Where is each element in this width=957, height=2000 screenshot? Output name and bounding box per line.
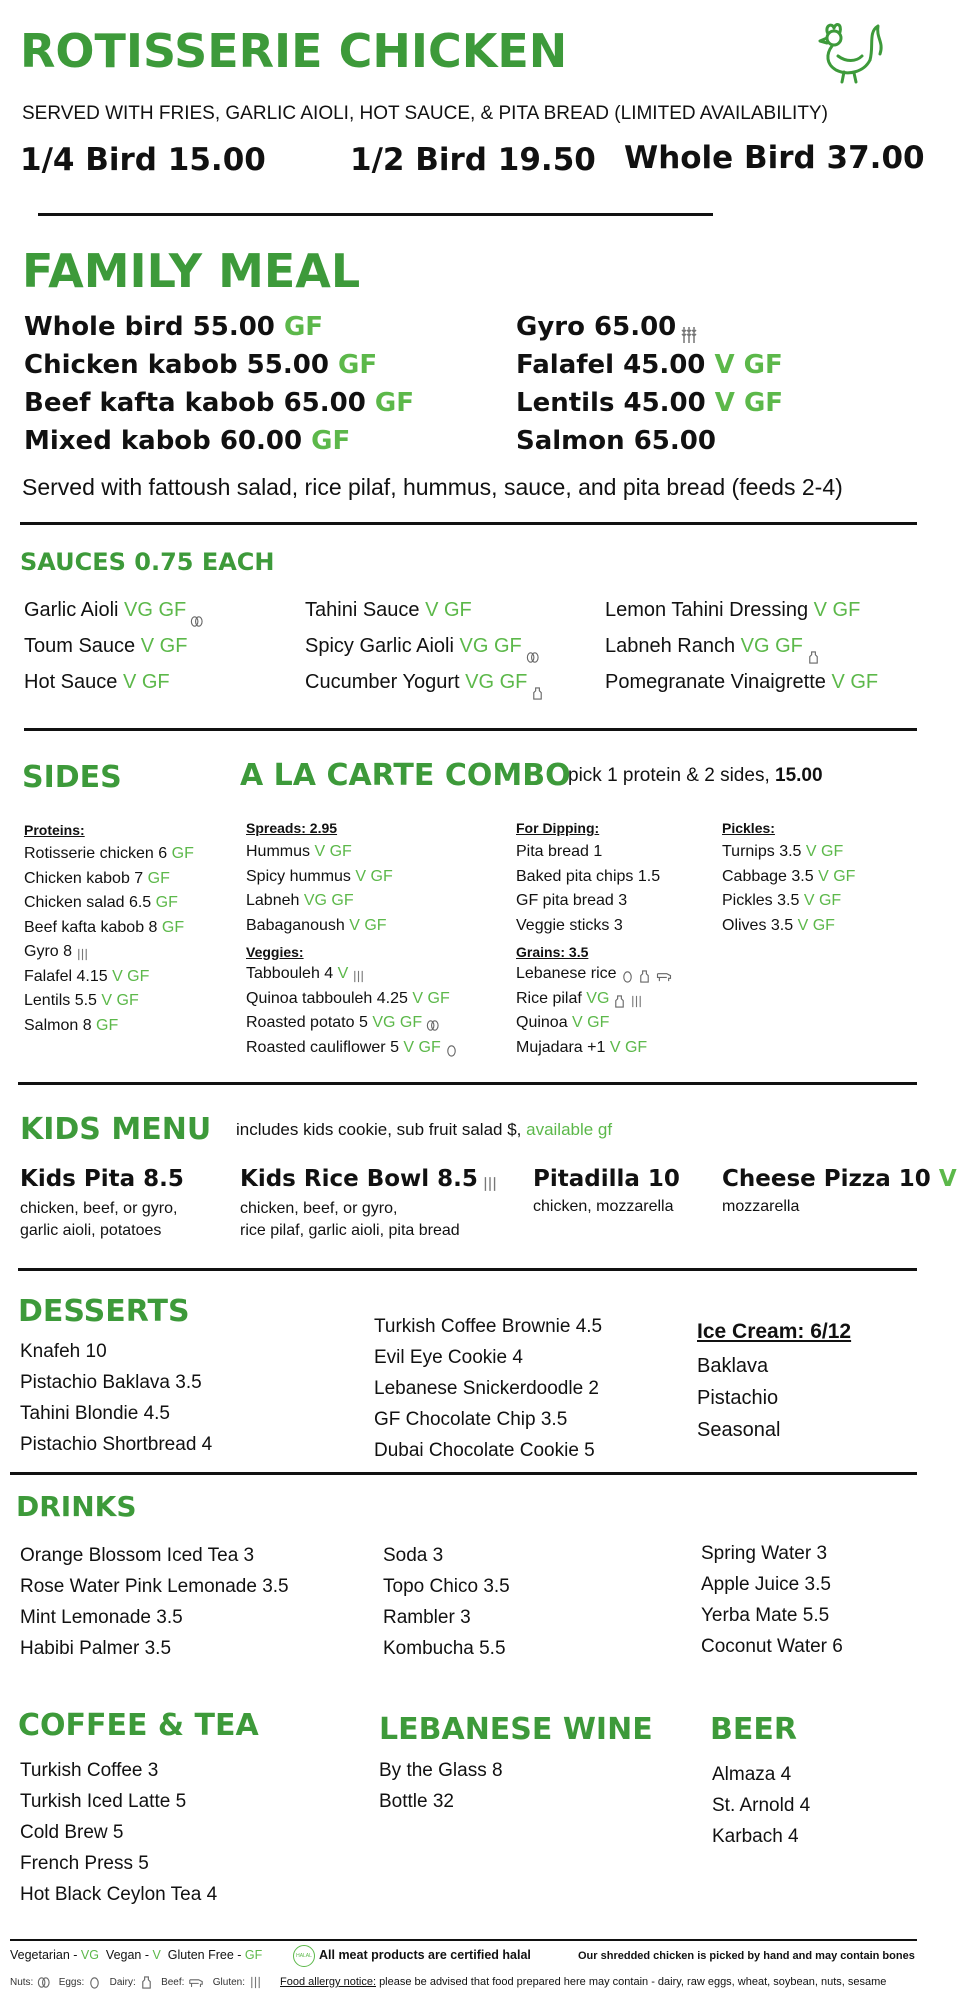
divider xyxy=(18,1082,917,1085)
list-item: GF Chocolate Chip 3.5 xyxy=(374,1409,568,1430)
list-item: Pickles 3.5 V GF xyxy=(722,892,842,909)
nuts-icon xyxy=(426,1016,439,1029)
dairy-icon xyxy=(638,967,651,980)
family-meal-title: FAMILY MEAL xyxy=(22,244,361,298)
list-item: Babaganoush V GF xyxy=(246,916,387,934)
divider xyxy=(10,1939,917,1941)
rotisserie-title: ROTISSERIE CHICKEN xyxy=(20,24,568,78)
sauce-item: Lemon Tahini Dressing V GF xyxy=(605,599,861,621)
family-item: Whole bird 55.00 GF xyxy=(24,312,324,342)
grains-heading: Grains: 3.5 xyxy=(516,944,589,960)
dairy-icon xyxy=(613,992,626,1005)
list-item: Turnips 3.5 V GF xyxy=(722,843,844,860)
sauces-col1 xyxy=(24,592,203,700)
list-item: Bottle 32 xyxy=(379,1791,454,1812)
list-item: Hummus V GF xyxy=(246,843,352,860)
pickles-heading: Pickles: xyxy=(722,820,775,836)
kids-title: KIDS MENU xyxy=(20,1112,212,1147)
list-item: Dubai Chocolate Cookie 5 xyxy=(374,1440,595,1461)
kids-item xyxy=(240,1166,498,1242)
list-item: Soda 3 xyxy=(383,1545,444,1566)
list-item: Topo Chico 3.5 xyxy=(383,1576,510,1597)
list-item: Chicken salad 6.5 GF xyxy=(24,894,178,911)
dipping-heading: For Dipping: xyxy=(516,820,600,836)
beer-list xyxy=(712,1759,810,1852)
list-item: Salmon 8 GF xyxy=(24,1016,119,1034)
sauce-item: Spicy Garlic Aioli VG GF xyxy=(305,628,544,664)
list-item: Knafeh 10 xyxy=(20,1341,107,1362)
spreads-heading: Spreads: 2.95 xyxy=(246,820,338,836)
list-item: Pita bread 1 xyxy=(516,843,603,860)
dipping-column xyxy=(516,820,673,1060)
list-item: Cold Brew 5 xyxy=(20,1822,124,1843)
sauce-item: Pomegranate Vinaigrette V GF xyxy=(605,671,879,693)
gluten-icon xyxy=(630,992,643,1005)
eggs-icon xyxy=(445,1041,458,1054)
kids-item-desc: chicken, beef, or gyro, xyxy=(20,1200,178,1217)
kids-item: Cheese Pizza 10 V mozzarella xyxy=(722,1166,957,1215)
list-item: Lebanese rice xyxy=(516,962,673,987)
veggies-heading: Veggies: xyxy=(246,944,304,960)
drinks-title: DRINKS xyxy=(16,1490,137,1523)
list-item: Rose Water Pink Lemonade 3.5 xyxy=(20,1576,289,1597)
gluten-icon xyxy=(76,945,89,958)
list-item: Roasted cauliflower 5 V GF xyxy=(246,1036,458,1061)
family-item: Beef kafta kabob 65.00 GF xyxy=(24,388,415,418)
list-item: Habibi Palmer 3.5 xyxy=(20,1638,172,1659)
proteins-heading: Proteins: xyxy=(24,822,85,838)
gluten-icon xyxy=(249,1976,262,1989)
list-item: Lentils 5.5 V GF xyxy=(24,992,139,1009)
sauce-item: Hot Sauce V GF xyxy=(24,671,170,693)
list-item: Turkish Iced Latte 5 xyxy=(20,1791,187,1812)
family-item: Lentils 45.00 V GF xyxy=(516,388,784,418)
kids-item-name: Pitadilla 10 xyxy=(533,1166,680,1192)
family-item: Salmon 65.00 xyxy=(516,426,716,456)
list-item: Baked pita chips 1.5 xyxy=(516,867,661,885)
drinks-col1 xyxy=(20,1540,289,1664)
kids-item xyxy=(533,1166,680,1216)
family-note: Served with fattoush salad, rice pilaf, hummus, sauce, and pita bread (feeds 2-4) xyxy=(22,474,843,500)
proteins-column xyxy=(24,822,194,1038)
kids-item-desc: garlic aioli, potatoes xyxy=(20,1222,162,1239)
allergen-legend: Nuts: Eggs: Dairy: Beef: Gluten: xyxy=(10,1976,262,1989)
ice-cream-heading: Ice Cream: 6/12 xyxy=(697,1320,852,1343)
list-item: Almaza 4 xyxy=(712,1764,792,1785)
kids-desc: includes kids cookie, sub fruit salad $, available gf xyxy=(236,1120,613,1139)
list-item: French Press 5 xyxy=(20,1853,149,1874)
list-item: Beef kafta kabob 8 GF xyxy=(24,918,185,936)
list-item: Karbach 4 xyxy=(712,1826,799,1847)
beef-icon xyxy=(655,967,673,980)
divider xyxy=(20,522,917,525)
list-item: Pistachio Baklava 3.5 xyxy=(20,1372,202,1393)
kids-item-name: Kids Pita 8.5 xyxy=(20,1166,184,1192)
sauce-item: Labneh Ranch VG GF xyxy=(605,628,878,664)
list-item: Rotisserie chicken 6 GF xyxy=(24,845,194,862)
coffee-list xyxy=(20,1755,217,1910)
list-item: Evil Eye Cookie 4 xyxy=(374,1347,523,1368)
list-item: Quinoa tabbouleh 4.25 V GF xyxy=(246,989,450,1007)
list-item: Hot Black Ceylon Tea 4 xyxy=(20,1884,218,1905)
nuts-icon xyxy=(37,1976,50,1989)
sides-title: SIDES xyxy=(22,760,122,795)
rooster-icon xyxy=(808,16,888,86)
wine-list xyxy=(379,1755,503,1817)
family-item: Falafel 45.00 V GF xyxy=(516,350,783,380)
kids-item-desc: chicken, beef, or gyro, xyxy=(240,1200,398,1217)
list-item: Mint Lemonade 3.5 xyxy=(20,1607,183,1628)
combo-desc: pick 1 protein & 2 sides, 15.00 xyxy=(568,765,823,786)
sauces-col2 xyxy=(305,592,544,700)
list-item: Kombucha 5.5 xyxy=(383,1638,506,1659)
sauce-item: Cucumber Yogurt VG GF xyxy=(305,664,544,700)
bones-note: Our shredded chicken is picked by hand and may contain bones xyxy=(578,1950,915,1962)
list-item: Pistachio Shortbread 4 xyxy=(20,1434,213,1455)
list-item: Orange Blossom Iced Tea 3 xyxy=(20,1545,255,1566)
list-item: Tahini Blondie 4.5 xyxy=(20,1403,170,1424)
kids-item xyxy=(20,1166,184,1242)
list-item: Gyro 8 xyxy=(24,940,194,965)
gluten-icon xyxy=(680,318,698,338)
ice-cream-list xyxy=(697,1350,780,1446)
list-item: Cabbage 3.5 V GF xyxy=(722,867,856,885)
gluten-icon xyxy=(352,967,365,980)
allergy-notice: Food allergy notice: please be advised that food prepared here may contain - dairy, raw eggs, wheat, soybean, nuts, sesame xyxy=(280,1976,887,1988)
divider xyxy=(24,728,917,731)
sauce-item: Garlic Aioli VG GF xyxy=(24,592,203,628)
list-item: GF pita bread 3 xyxy=(516,892,628,909)
sauces-col3 xyxy=(605,592,878,700)
drinks-col2 xyxy=(383,1540,510,1664)
price-quarter-bird: 1/4 Bird 15.00 xyxy=(20,142,266,178)
list-item: Falafel 4.15 V GF xyxy=(24,967,150,985)
halal-note: All meat products are certified halal xyxy=(319,1948,531,1962)
list-item: Pistachio xyxy=(697,1387,779,1409)
list-item: Olives 3.5 V GF xyxy=(722,916,835,934)
rotisserie-subtitle: SERVED WITH FRIES, GARLIC AIOLI, HOT SAUCE, & PITA BREAD (LIMITED AVAILABILITY) xyxy=(22,103,828,124)
spreads-column xyxy=(246,820,458,1060)
list-item: Seasonal xyxy=(697,1419,781,1441)
list-item: Veggie sticks 3 xyxy=(516,916,623,934)
sauce-item: Toum Sauce V GF xyxy=(24,635,188,657)
desserts-col1 xyxy=(20,1336,212,1460)
list-item: Spicy hummus V GF xyxy=(246,867,393,885)
list-item: Tabbouleh 4 V xyxy=(246,962,458,987)
dairy-icon xyxy=(531,676,544,689)
price-whole-bird: Whole Bird 37.00 xyxy=(624,140,925,176)
list-item: Turkish Coffee 3 xyxy=(20,1760,159,1781)
dairy-icon xyxy=(807,640,820,653)
list-item: Coconut Water 6 xyxy=(701,1636,843,1657)
kids-item-desc: chicken, mozzarella xyxy=(533,1198,674,1215)
family-item: Mixed kabob 60.00 GF xyxy=(24,426,351,456)
wine-title: LEBANESE WINE xyxy=(379,1712,653,1747)
list-item: Rice pilaf VG xyxy=(516,987,673,1012)
family-item: Gyro 65.00 xyxy=(516,308,783,346)
sauces-title: SAUCES 0.75 EACH xyxy=(20,548,275,576)
divider xyxy=(18,1268,917,1271)
nuts-icon xyxy=(526,640,539,653)
coffee-title: COFFEE & TEA xyxy=(18,1708,259,1743)
price-half-bird: 1/2 Bird 19.50 xyxy=(350,142,596,178)
list-item: Labneh VG GF xyxy=(246,892,354,909)
divider xyxy=(10,1472,917,1475)
list-item: Turkish Coffee Brownie 4.5 xyxy=(374,1316,603,1337)
pickles-column xyxy=(722,820,855,938)
dairy-icon xyxy=(140,1976,153,1989)
list-item: Quinoa V GF xyxy=(516,1014,610,1031)
list-item: Roasted potato 5 VG GF xyxy=(246,1011,458,1036)
list-item: Baklava xyxy=(697,1355,769,1377)
list-item: Chicken kabob 7 GF xyxy=(24,869,170,887)
sauce-item: Tahini Sauce V GF xyxy=(305,599,472,621)
list-item: Spring Water 3 xyxy=(701,1543,828,1564)
list-item: By the Glass 8 xyxy=(379,1760,503,1781)
desserts-title: DESSERTS xyxy=(18,1294,190,1329)
kids-item-desc: rice pilaf, garlic aioli, pita bread xyxy=(240,1222,460,1239)
list-item: Lebanese Snickerdoodle 2 xyxy=(374,1378,600,1399)
gluten-icon xyxy=(482,1172,498,1188)
list-item: St. Arnold 4 xyxy=(712,1795,811,1816)
diet-legend: Vegetarian - VG Vegan - V Gluten Free - GF xyxy=(10,1948,263,1962)
divider xyxy=(38,213,713,216)
kids-item-name: Cheese Pizza 10 xyxy=(722,1166,931,1192)
family-item: Chicken kabob 55.00 GF xyxy=(24,350,378,380)
kids-item-name: Kids Rice Bowl 8.5 xyxy=(240,1166,478,1192)
halal-icon: HALAL xyxy=(293,1945,315,1967)
eggs-icon xyxy=(621,967,634,980)
combo-title: A LA CARTE COMBO xyxy=(240,758,571,793)
list-item: Rambler 3 xyxy=(383,1607,471,1628)
beef-icon xyxy=(188,1976,204,1989)
family-right-list xyxy=(516,308,783,460)
list-item: Mujadara +1 V GF xyxy=(516,1038,648,1056)
nuts-icon xyxy=(190,604,203,617)
family-left-list xyxy=(24,308,414,460)
eggs-icon xyxy=(88,1976,101,1989)
drinks-col3 xyxy=(701,1538,843,1662)
beer-title: BEER xyxy=(710,1712,797,1747)
list-item: Yerba Mate 5.5 xyxy=(701,1605,830,1626)
desserts-col2 xyxy=(374,1311,602,1466)
kids-item-desc: mozzarella xyxy=(722,1198,800,1215)
list-item: Apple Juice 3.5 xyxy=(701,1574,831,1595)
